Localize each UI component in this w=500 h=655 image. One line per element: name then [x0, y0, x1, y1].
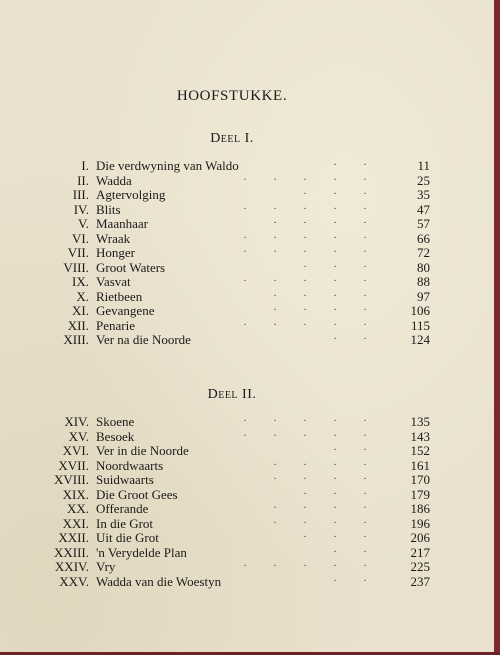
dot-leader: · · · · ·: [243, 430, 367, 442]
chapter-title: Suidwaarts: [96, 472, 154, 487]
dot-leader: · ·: [333, 575, 367, 587]
chapter-page-number: 161: [410, 457, 430, 473]
chapter-page-number: 66: [417, 230, 430, 246]
chapter-row: [40, 473, 430, 488]
chapter-row: [40, 188, 430, 203]
chapter-page-number: 57: [417, 216, 430, 231]
chapter-title: Offerande: [96, 501, 149, 516]
chapter-page-number: 80: [417, 259, 430, 275]
chapter-number: VIII.: [63, 259, 89, 275]
dot-leader: · · ·: [303, 189, 367, 200]
chapter-row: [40, 546, 430, 561]
dot-leader: · ·: [333, 546, 367, 558]
dot-leader: · · · ·: [273, 503, 367, 514]
chapter-number: XIX.: [62, 486, 89, 502]
chapter-row: [40, 531, 430, 546]
chapter-number: XXI.: [62, 515, 89, 531]
chapter-title: Ver in die Noorde: [96, 443, 189, 458]
chapter-title: Ver na die Noorde: [96, 332, 191, 347]
dot-leader: · · ·: [303, 532, 367, 543]
chapter-number: VI.: [72, 230, 89, 246]
chapter-title: Uit die Grot: [96, 530, 159, 545]
chapter-row: [40, 261, 430, 276]
chapter-title: Noordwaarts: [96, 457, 164, 473]
chapter-page-number: 179: [410, 486, 430, 502]
dot-leader: · · · ·: [273, 218, 367, 229]
chapter-page-number: 170: [410, 472, 430, 487]
dot-leader: · · · ·: [273, 459, 367, 471]
part-one-chapter-list: [40, 159, 430, 348]
chapter-page-number: 186: [410, 501, 430, 516]
chapter-number: XVI.: [62, 443, 89, 458]
chapter-page-number: 152: [410, 443, 430, 458]
chapter-page-number: 237: [410, 573, 430, 589]
chapter-row: [40, 232, 430, 247]
chapter-page-number: 124: [410, 332, 430, 347]
chapter-title: Agtervolging: [96, 187, 166, 202]
part-two-heading: Deel II.: [207, 387, 257, 402]
dot-leader: · ·: [333, 445, 367, 456]
dot-leader: · ·: [333, 334, 367, 345]
chapter-row: [40, 159, 430, 174]
dot-leader: · · · ·: [273, 517, 367, 529]
dot-leader: · · · · ·: [243, 203, 367, 215]
chapter-row: [40, 560, 430, 575]
chapter-number: V.: [78, 216, 89, 231]
chapter-title: In die Grot: [96, 515, 154, 531]
chapter-page-number: 196: [410, 515, 430, 531]
chapter-row: [40, 517, 430, 532]
chapter-page-number: 47: [417, 201, 430, 217]
chapter-title: Penarie: [96, 317, 135, 333]
chapter-row: [40, 502, 430, 517]
chapter-page-number: 97: [417, 288, 430, 304]
chapter-row: [40, 488, 430, 503]
chapter-number: XV.: [68, 428, 89, 444]
chapter-row: [40, 430, 430, 445]
dot-leader: · ·: [333, 160, 367, 171]
chapter-page-number: 225: [410, 559, 430, 574]
dot-leader: · · · · ·: [243, 174, 367, 186]
chapter-title: Wraak: [96, 230, 131, 246]
chapter-number: XIII.: [63, 332, 89, 347]
chapter-title: Groot Waters: [96, 259, 166, 275]
part-one-heading: Deel I.: [210, 131, 254, 146]
chapter-title: Gevangene: [96, 303, 155, 318]
chapter-number: III.: [72, 187, 89, 202]
chapter-title: Wadda van die Woestyn: [96, 573, 222, 589]
chapter-row: [40, 319, 430, 334]
chapter-title: Besoek: [96, 428, 135, 444]
book-cover-edge: [494, 0, 500, 655]
chapter-page-number: 217: [410, 544, 430, 560]
part-two-chapter-list: [40, 415, 430, 589]
dot-leader: · · ·: [303, 488, 367, 500]
dot-leader: · · · ·: [273, 305, 367, 316]
chapter-number: II.: [77, 172, 89, 188]
chapter-title: Vasvat: [96, 274, 131, 289]
chapter-row: [40, 275, 430, 290]
chapter-row: [40, 217, 430, 232]
chapter-number: XXII.: [58, 530, 89, 545]
dot-leader: · · ·: [303, 261, 367, 273]
chapter-row: [40, 203, 430, 218]
dot-leader: · · · · ·: [243, 276, 367, 287]
chapter-page-number: 35: [417, 187, 430, 202]
chapter-title: Wadda: [96, 172, 132, 188]
chapter-page-number: 88: [417, 274, 430, 289]
chapter-number: IV.: [73, 201, 89, 217]
chapter-number: XXV.: [59, 573, 89, 589]
chapter-title: Die verdwyning van Waldo: [96, 158, 239, 173]
chapter-number: VII.: [67, 245, 89, 260]
chapter-page-number: 135: [410, 414, 430, 429]
dot-leader: · · · ·: [273, 290, 367, 302]
chapter-number: XII.: [67, 317, 89, 333]
chapter-row: [40, 304, 430, 319]
contents-heading: HOOFSTUKKE.: [176, 88, 288, 104]
chapter-row: [40, 459, 430, 474]
chapter-title: Maanhaar: [96, 216, 148, 231]
chapter-number: XIV.: [64, 414, 89, 429]
chapter-number: XXIII.: [53, 544, 89, 560]
chapter-number: IX.: [72, 274, 89, 289]
chapter-number: I.: [81, 158, 89, 173]
chapter-number: X.: [76, 288, 89, 304]
dot-leader: · · · · ·: [243, 247, 367, 258]
chapter-page-number: 11: [417, 158, 430, 173]
chapter-title: Die Groot Gees: [96, 486, 178, 502]
chapter-number: XX.: [66, 501, 89, 516]
chapter-row: [40, 246, 430, 261]
dot-leader: · · · · ·: [243, 416, 367, 427]
dot-leader: · · · · ·: [243, 319, 367, 331]
chapter-number: XXIV.: [54, 559, 89, 574]
chapter-title: Skoene: [96, 414, 135, 429]
chapter-number: XVII.: [58, 457, 89, 473]
chapter-row: [40, 333, 430, 348]
chapter-page-number: 106: [410, 303, 430, 318]
chapter-page-number: 143: [410, 428, 430, 444]
dot-leader: · · · · ·: [243, 561, 367, 572]
chapter-row: [40, 444, 430, 459]
chapter-row: [40, 575, 430, 590]
chapter-title: Vry: [96, 559, 116, 574]
chapter-title: Honger: [96, 245, 135, 260]
chapter-row: [40, 174, 430, 189]
dot-leader: · · · · ·: [243, 232, 367, 244]
chapter-number: XVIII.: [53, 472, 89, 487]
chapter-page-number: 25: [417, 172, 430, 188]
dot-leader: · · · ·: [273, 474, 367, 485]
chapter-row: [40, 415, 430, 430]
chapter-page-number: 206: [410, 530, 430, 545]
chapter-row: [40, 290, 430, 305]
chapter-number: XI.: [72, 303, 89, 318]
chapter-title: 'n Verydelde Plan: [96, 544, 187, 560]
chapter-page-number: 115: [410, 317, 430, 333]
chapter-title: Rietbeen: [96, 288, 143, 304]
chapter-page-number: 72: [417, 245, 430, 260]
chapter-title: Blits: [96, 201, 121, 217]
